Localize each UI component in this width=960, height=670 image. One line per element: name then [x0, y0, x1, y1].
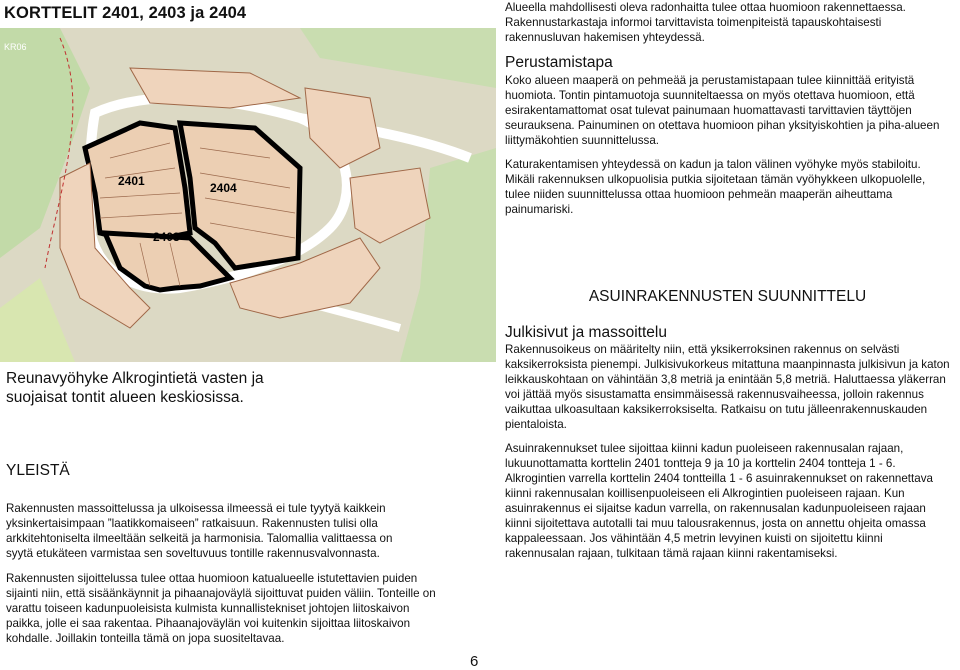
block-label-2404: 2404 — [210, 181, 237, 195]
yleista-paragraph-2: Rakennusten sijoittelussa tulee ottaa huomioon katualueelle istutettavien puiden sijainti niin, että sisäänkäynnit ja pihaanajoväylä sijoittuvat puiden väliin. Tonteille on varattu toiseen kadunpuoleisista kulmista kunnallistekniset johtojen liitoskaivon paikka, jolle ei saa rakentaa. Pihaanajoväylän voi kuitenkin sijoittaa liitoskaivon kohdalle. Joillakin tonteilla tämä on jopa suositeltavaa. — [6, 572, 436, 645]
block-label-2403: 2403 — [153, 230, 180, 244]
page-number: 6 — [470, 653, 479, 670]
perustamistapa-heading: Perustamistapa — [505, 54, 613, 71]
section-title: ASUINRAKENNUSTEN SUUNNITTELU — [588, 288, 867, 305]
block-label-2401: 2401 — [118, 174, 145, 188]
yleista-heading: YLEISTÄ — [6, 462, 70, 479]
perustamistapa-paragraph-2: Katurakentamisen yhteydessä on kadun ja talon välinen vyöhyke myös stabiloitu. Mikäli rakennuksen ulkopuolisia putkia sijoitetaan tämän vyöhykkeen ulkopuolelle, tulee niiden suunnittelussa ottaa huomioon pehmeän maaperän aiheuttama painumariski. — [505, 158, 926, 216]
julkisivut-paragraph-1: Rakennusoikeus on määritelty niin, että yksikerroksinen rakennus on selvästi kaksikerroksista pienempi. Julkisivukorkeus mitattuna maanpinnasta julkisivun ja katon leikkauskohtaan on vähintään 3,8 metriä ja enintään 5,8 metriä. Haluttaessa yläkerran voi jättää myös sisustamatta ensimmäisessä rakennusvaiheessa, jolloin rakennus vaikuttaa ulkoasultaan kaksikerroksiselta. Ratkaisu on tutu jälleenrakennuskauden pientaloista. — [505, 343, 950, 431]
julkisivut-heading: Julkisivut ja massoittelu — [505, 324, 667, 341]
map-corner-label: KR06 — [4, 42, 27, 52]
site-map — [0, 28, 496, 362]
yleista-paragraph-1: Rakennusten massoittelussa ja ulkoisessa ilmeessä ei tule tyytyä kaikkein yksinkertaisimpaan ”laatikkomaiseen” ratkaisuun. Rakennusten tulisi olla arkkitehtoniselta ilmeeltään selkeitä ja harmonisia. Talomallia valittaessa on syytä etukäteen varmistaa sen soveltuvuus tontille rakennusvalvonnasta. — [6, 502, 393, 560]
perustamistapa-paragraph-1: Koko alueen maaperä on pehmeää ja perustamistapaan tulee kiinnittää erityistä huomiota. Tontin pintamuotoja suunniteltaessa on myös otettava huomioon, että esirakentamattomat osat tulevat painumaan huomattavasti tarvittavien täyttöjen seurauksena. Painuminen on otettava huomioon pihan yksityiskohtien ja piha-alueen liittymäkohtien suunnittelussa. — [505, 74, 940, 147]
page-title: KORTTELIT 2401, 2403 ja 2404 — [4, 4, 247, 22]
julkisivut-paragraph-2: Asuinrakennukset tulee sijoittaa kiinni kadun puoleiseen rakennusalan rajaan, lukuunottamatta korttelin 2401 tontteja 9 ja 10 ja korttelin 2404 tontteja 1 - 6. Alkrogintien varrella korttelin 2404 tontteilla 1 - 6 asuinrakennukset on rakennettava kiinni rakennusalan koillisenpuoleiseen eli Alkrogintien puoleiseen rajaan. Kun asuinrakennus ei sijaitse kadun varrella, on rakennusalan kadunpuoleiseen rajaan kiinni sijoitettava autotalli tai muu talousrakennus, josta on annettu ohjeita omassa kappaleessaan. Jos vähintään 4,5 metrin levyinen kuisti on sijoitettu kiinni rakennusalan rajaan, tulkitaan tämä rajaan kiinni rakentamiseksi. — [505, 442, 933, 560]
map-caption: Reunavyöhyke Alkrogintietä vasten ja suojaisat tontit alueen keskiosissa. — [6, 370, 264, 406]
radon-paragraph: Alueella mahdollisesti oleva radonhaitta tulee ottaa huomioon rakennettaessa. Rakennustarkastaja informoi tarvittavista toimenpiteistä tapauskohtaisesti rakennusluvan hakemisen yhteydessä. — [505, 1, 906, 44]
